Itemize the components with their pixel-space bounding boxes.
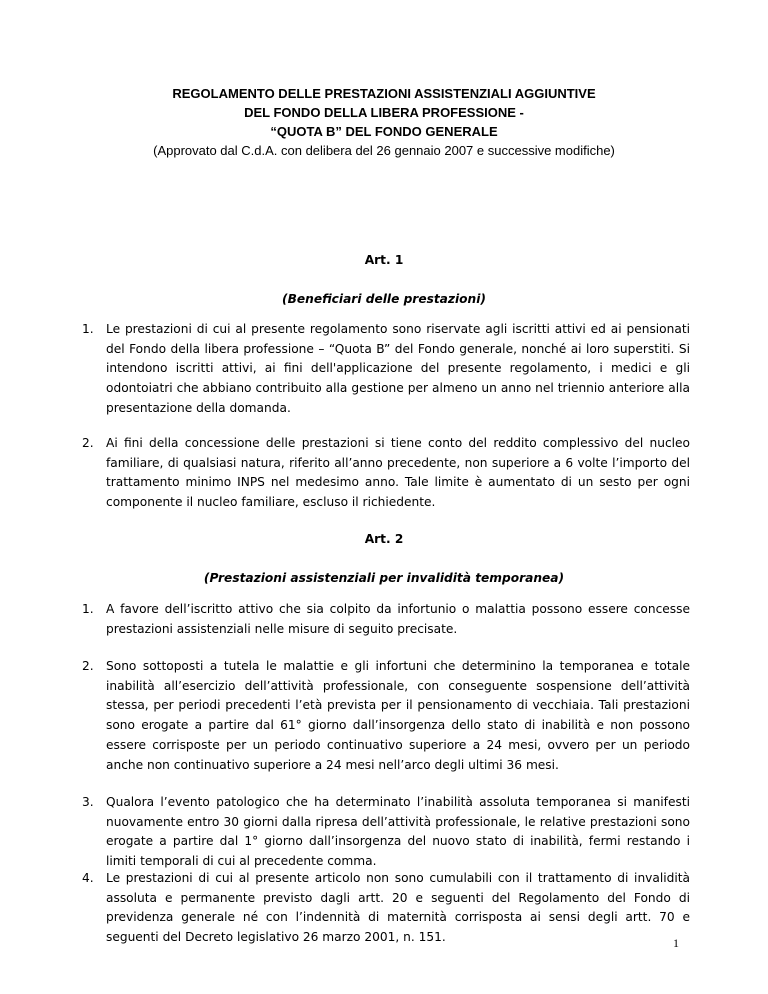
list-item	[82, 600, 690, 639]
item-number: 1.	[82, 322, 94, 336]
art1-list-2	[82, 434, 690, 513]
item-text: Le prestazioni di cui al presente articolo non sono cumulabili con il trattamento di invalidità assoluta e permanente previsto dagli artt. 20 e seguenti del Regolamento del Fondo di previdenza generale né con l’indennità di maternità corrisposta ai sensi degli artt. 70 e seguenti del Decreto legislativo 26 marzo 2001, n. 151.	[106, 871, 690, 945]
art2-subtitle: (Prestazioni assistenziali per invalidità temporanea)	[203, 571, 565, 585]
list-item	[82, 657, 690, 775]
art2-list-3	[82, 793, 690, 872]
item-number: 4.	[82, 871, 94, 885]
approval-note: (Approvato dal C.d.A. con delibera del 26 gennaio 2007 e successive modifiche)	[153, 143, 615, 158]
item-number: 1.	[82, 602, 94, 616]
item-text: Sono sottoposti a tutela le malattie e gli infortuni che determinino la temporanea e totale inabilità all’esercizio dell’attività professionale, con conseguente sospensione dell’attività stessa, per periodi precedenti l’età prevista per il pensionamento di vecchiaia. Tali prestazioni sono erogate a partire dal 61° giorno dall’insorgenza dello stato di inabilità e non possono essere corrisposte per un periodo continuativo superiore a 24 mesi, ovvero per un periodo anche non continuativo superiore a 24 mesi nell’arco degli ultimi 36 mesi.	[106, 659, 690, 772]
art2-title: Art. 2	[364, 532, 404, 546]
title-line-1: REGOLAMENTO DELLE PRESTAZIONI ASSISTENZIALI AGGIUNTIVE	[172, 86, 596, 101]
list-item	[82, 320, 690, 419]
art2-list-2	[82, 657, 690, 775]
art1-title: Art. 1	[364, 253, 404, 267]
list-item	[82, 434, 690, 513]
list-item	[82, 793, 690, 872]
art1-subtitle: (Beneficiari delle prestazioni)	[282, 292, 486, 306]
art2-list-1	[82, 600, 690, 639]
document-header	[0, 84, 768, 160]
art2-list-4	[82, 869, 690, 948]
title-line-2: DEL FONDO DELLA LIBERA PROFESSIONE -	[244, 105, 524, 120]
item-text: Ai fini della concessione delle prestazioni si tiene conto del reddito complessivo del nucleo familiare, di qualsiasi natura, riferito all’anno precedente, non superiore a 6 volte l’importo del trattamento minimo INPS nel medesimo anno. Tale limite è aumentato di un sesto per ogni componente il nucleo familiare, escluso il richiedente.	[106, 436, 690, 510]
page-number: 1	[673, 936, 679, 950]
list-item	[82, 869, 690, 948]
item-text: A favore dell’iscritto attivo che sia colpito da infortunio o malattia possono essere concesse prestazioni assistenziali nelle misure di seguito precisate.	[106, 602, 690, 636]
art1-list	[82, 320, 690, 419]
item-number: 2.	[82, 436, 94, 450]
item-text: Le prestazioni di cui al presente regolamento sono riservate agli iscritti attivi ed ai pensionati del Fondo della libera professione – “Quota B” del Fondo generale, nonché ai loro superstiti. Si intendono iscritti attivi, ai fini dell'applicazione del presente regolamento, i medici e gli odontoiatri che abbiano contribuito alla gestione per almeno un anno nel triennio anteriore alla presentazione della domanda.	[106, 322, 690, 415]
item-text: Qualora l’evento patologico che ha determinato l’inabilità assoluta temporanea si manifesti nuovamente entro 30 giorni dalla ripresa dell’attività professionale, le relative prestazioni sono erogate a partire dal 1° giorno dall’insorgenza del nuovo stato di inabilità, fermi restando i limiti temporali di cui al precedente comma.	[106, 795, 690, 869]
item-number: 3.	[82, 795, 94, 809]
item-number: 2.	[82, 659, 94, 673]
title-line-3: “QUOTA B” DEL FONDO GENERALE	[270, 124, 498, 139]
